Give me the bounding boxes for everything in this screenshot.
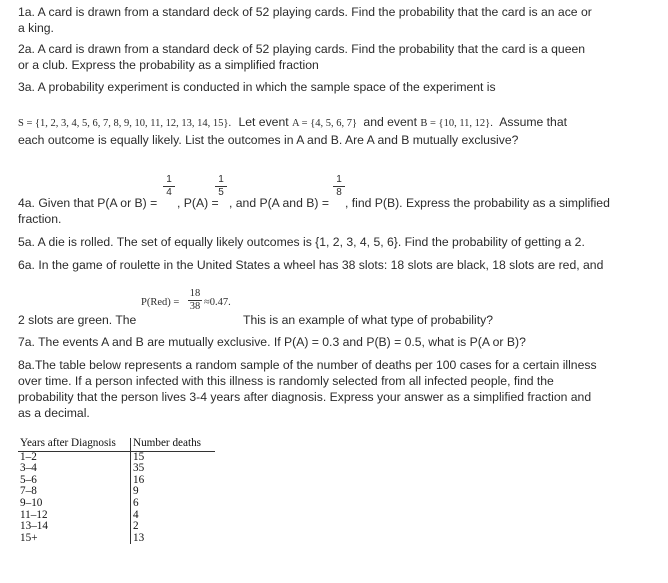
q8a-line2: over time. If a person infected with this illness is randomly selected from all infected people, find the bbox=[18, 374, 554, 388]
table-row bbox=[18, 475, 215, 487]
p-red-approx: ≈0.47. bbox=[204, 297, 231, 308]
deaths-cell: 16 bbox=[133, 473, 145, 486]
fraction-denominator: 8 bbox=[336, 187, 342, 198]
fraction-numerator: 1 bbox=[166, 174, 172, 185]
fraction-denominator: 4 bbox=[166, 187, 172, 198]
q3a-line3: each outcome is equally likely. List the outcomes in A and B. Are A and B mutually exclusive? bbox=[18, 133, 519, 147]
deaths-table bbox=[18, 438, 215, 544]
question-8a bbox=[18, 357, 597, 421]
assume-text: Assume that bbox=[499, 115, 567, 129]
q1a-line2: a king. bbox=[18, 21, 54, 35]
q4a-pa: , P(A) = bbox=[177, 196, 219, 210]
question-2a bbox=[18, 41, 585, 73]
table-row bbox=[18, 498, 215, 510]
years-cell: 5–6 bbox=[18, 475, 131, 487]
deaths-cell: 6 bbox=[133, 496, 139, 509]
fraction-p-a bbox=[215, 175, 227, 198]
q2a-line2: or a club. Express the probability as a simplified fraction bbox=[18, 58, 319, 72]
table-row bbox=[18, 486, 215, 498]
fraction-p-a-and-b bbox=[333, 175, 345, 198]
q4a-find: , find P(B). Express the probability as a simplified bbox=[345, 196, 610, 210]
deaths-cell: 13 bbox=[133, 531, 145, 544]
table-row bbox=[18, 533, 215, 545]
q6a-line2-right: This is an example of what type of probability? bbox=[243, 313, 493, 327]
q8a-line4: as a decimal. bbox=[18, 406, 90, 420]
q3a-line1: 3a. A probability experiment is conducted in which the sample space of the experiment is bbox=[18, 80, 496, 94]
q3a-line2 bbox=[18, 115, 567, 129]
fraction-p-red bbox=[188, 289, 202, 312]
event-b: B = {10, 11, 12}. bbox=[420, 118, 493, 129]
years-cell: 9–10 bbox=[18, 498, 131, 510]
sample-space: S = {1, 2, 3, 4, 5, 6, 7, 8, 9, 10, 11, 12, 13, 14, 15}. bbox=[18, 118, 232, 129]
deaths-cell: 4 bbox=[133, 508, 139, 521]
q1a-line1: 1a. A card is drawn from a standard deck of 52 playing cards. Find the probability that the card is an ace or bbox=[18, 5, 592, 19]
let-event-text: Let event bbox=[238, 115, 289, 129]
header-years: Years after Diagnosis bbox=[18, 438, 131, 451]
q2a-line1: 2a. A card is drawn from a standard deck of 52 playing cards. Find the probability that the card is a queen bbox=[18, 42, 586, 56]
fraction-p-a-or-b bbox=[163, 175, 175, 198]
deaths-cell: 2 bbox=[133, 520, 139, 533]
years-cell: 7–8 bbox=[18, 486, 131, 498]
event-a: A = {4, 5, 6, 7} bbox=[292, 118, 358, 129]
deaths-cell: 9 bbox=[133, 485, 139, 498]
q6a-line1: 6a. In the game of roulette in the United States a wheel has 38 slots: 18 slots are black, 18 slots are red, and bbox=[18, 258, 604, 272]
q7a-line1: 7a. The events A and B are mutually exclusive. If P(A) = 0.3 and P(B) = 0.5, what is P(A or B)? bbox=[18, 335, 526, 349]
q8a-line3: probability that the person lives 3-4 years after diagnosis. Express your answer as a simplified fraction and bbox=[18, 390, 592, 404]
q4a-line2: fraction. bbox=[18, 212, 62, 226]
and-event-text: and event bbox=[363, 115, 417, 129]
fraction-numerator: 18 bbox=[189, 288, 201, 299]
fraction-denominator: 5 bbox=[218, 187, 224, 198]
q5a-line1: 5a. A die is rolled. The set of equally likely outcomes is {1, 2, 3, 4, 5, 6}. Find the probability of getting a 2. bbox=[18, 235, 585, 249]
fraction-numerator: 1 bbox=[336, 174, 342, 185]
years-cell: 11–12 bbox=[18, 510, 131, 522]
years-cell: 1–2 bbox=[18, 451, 131, 463]
deaths-cell: 35 bbox=[133, 462, 145, 475]
years-cell: 13–14 bbox=[18, 521, 131, 533]
q6a-line2-left: 2 slots are green. The bbox=[18, 313, 137, 327]
fraction-numerator: 1 bbox=[218, 174, 224, 185]
table-row bbox=[18, 521, 215, 533]
fraction-denominator: 38 bbox=[189, 301, 201, 312]
p-red-label: P(Red) = bbox=[141, 297, 180, 308]
table-row bbox=[18, 451, 215, 463]
header-deaths: Number deaths bbox=[131, 438, 216, 451]
years-cell: 15+ bbox=[18, 533, 131, 545]
table-row bbox=[18, 463, 215, 475]
deaths-cell: 15 bbox=[133, 450, 145, 463]
q8a-line1: 8a.The table below represents a random sample of the number of deaths per 100 cases for a certain illness bbox=[18, 358, 597, 372]
years-cell: 3–4 bbox=[18, 463, 131, 475]
q4a-given: 4a. Given that P(A or B) = bbox=[18, 196, 158, 210]
q4a-pab: , and P(A and B) = bbox=[229, 196, 329, 210]
table-header-row bbox=[18, 438, 215, 451]
question-1a bbox=[18, 4, 592, 36]
